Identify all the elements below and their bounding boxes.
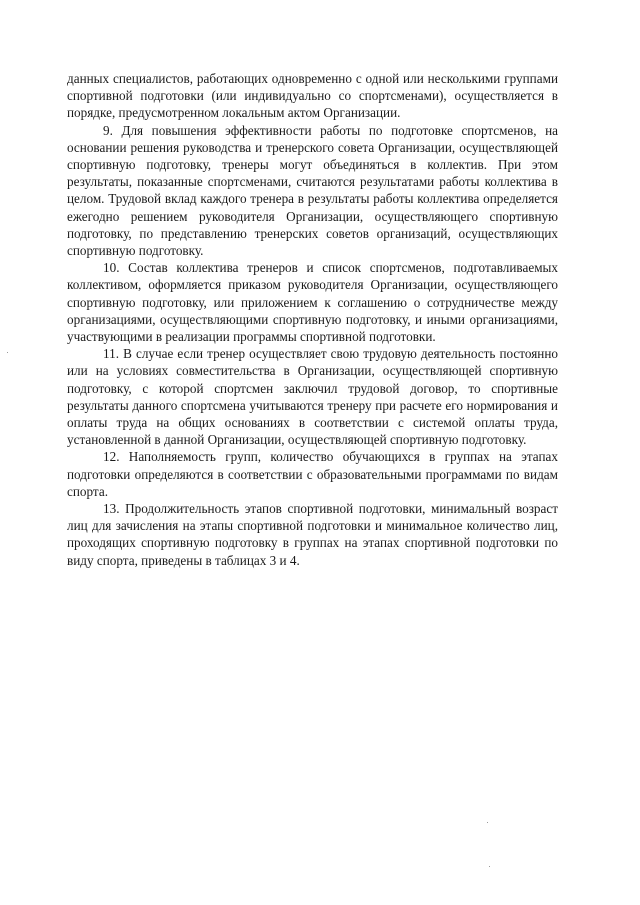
paragraph-12: 12. Наполняемость групп, количество обучающихся в группах на этапах подготовки определяются в соответствии с образовательными программами по видам спорта. (67, 449, 558, 499)
scan-speck (489, 866, 490, 867)
paragraph-continuation: данных специалистов, работающих одновременно с одной или несколькими группами спортивной подготовки (или индивидуально со спортсменами), осуществляется в порядке, предусмотренном локальным актом Организации. (67, 71, 558, 121)
scan-speck (7, 352, 8, 353)
scan-speck (487, 822, 488, 823)
paragraph-13: 13. Продолжительность этапов спортивной подготовки, минимальный возраст лиц для зачисления на этапы спортивной подготовки и минимальное количество лиц, проходящих спортивную подготовку в группах на этапах спортивной подготовки по виду спорта, приведены в таблицах 3 и 4. (67, 501, 558, 568)
paragraph-10: 10. Состав коллектива тренеров и список спортсменов, подготавливаемых коллективом, оформляется приказом руководителя Организации, осуществляющего спортивную подготовку, или приложением к соглашению о сотрудничестве между организациями, осуществляющими спортивную подготовку, и иными организациями, участвующими в реализации программы спортивной подготовки. (67, 260, 558, 345)
paragraph-9: 9. Для повышения эффективности работы по подготовке спортсменов, на основании решения руководства и тренерского совета Организации, осуществляющей спортивную подготовку, тренеры могут объединяться в коллектив. При этом результаты, показанные спортсменами, считаются результатами работы коллектива в целом. Трудовой вклад каждого тренера в результаты работы коллектива определяется ежегодно решением руководителя Организации, осуществляющего спортивную подготовку, по представлению тренерских советов организаций, осуществляющих спортивную подготовку. (67, 122, 558, 259)
paragraph-11: 11. В случае если тренер осуществляет свою трудовую деятельность постоянно или на условиях совместительства в Организации, осуществляющей спортивную подготовку, с которой спортсмен заключил трудовой договор, то спортивные результаты данного спортсмена учитываются тренеру при расчете его нормирования и оплаты труда на общих основаниях в соответствии с системой оплаты труда, установленной в данной Организации, осуществляющей спортивную подготовку. (67, 346, 558, 448)
document-page (67, 70, 558, 569)
